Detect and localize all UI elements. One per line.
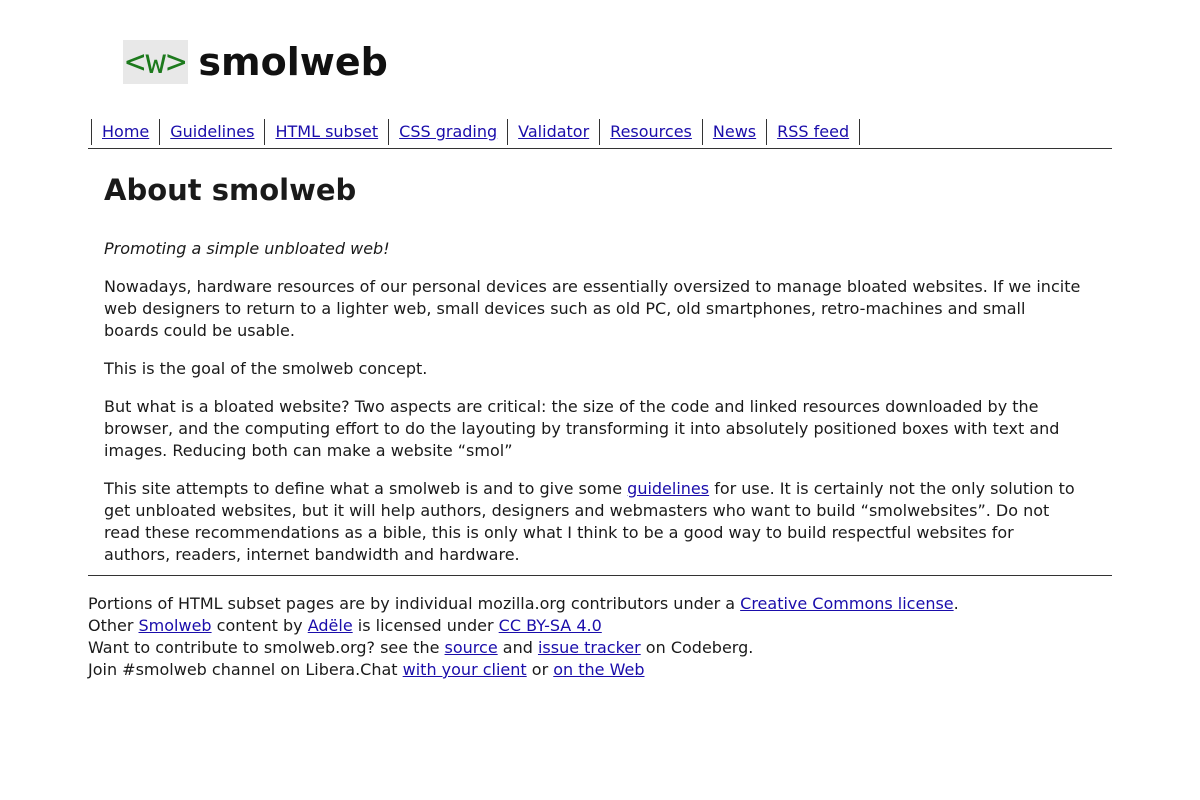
nav-item-guidelines bbox=[159, 119, 264, 145]
bloat-paragraph: But what is a bloated website? Two aspects are critical: the size of the code and linked resources downloaded by the browser, and the computing effort to do the layouting by transforming it into absolutely positioned boxes with text and images. Reducing both can make a website “smol” bbox=[104, 397, 1060, 460]
main-content bbox=[104, 158, 1084, 566]
footer-text: Want to contribute to smolweb.org? see the bbox=[88, 638, 445, 657]
smolweb-link[interactable]: Smolweb bbox=[138, 616, 212, 635]
intro-paragraph: Nowadays, hardware resources of our personal devices are essentially oversized to manage bloated websites. If we incite web designers to return to a lighter web, small devices such as old PC, old smartphones, retro-machines and small boards could be usable. bbox=[104, 277, 1081, 340]
nav-item-validator bbox=[507, 119, 599, 145]
footer-text: Portions of HTML subset pages are by individual mozilla.org contributors under a bbox=[88, 594, 741, 613]
site-footer bbox=[88, 575, 1112, 681]
nav-link-resources[interactable]: Resources bbox=[610, 122, 692, 141]
footer-text: content by bbox=[211, 616, 308, 635]
site-header bbox=[88, 0, 1112, 110]
footer-text: and bbox=[497, 638, 538, 657]
nav-item-css-grading bbox=[388, 119, 507, 145]
purpose-paragraph bbox=[104, 478, 1084, 566]
purpose-text-start: This site attempts to define what a smolweb is and to give some bbox=[104, 479, 628, 498]
nav-link-news[interactable]: News bbox=[712, 122, 757, 141]
nav-item-news bbox=[702, 119, 766, 145]
tagline: Promoting a simple unbloated web! bbox=[104, 239, 390, 258]
site-name: smolweb bbox=[198, 40, 388, 84]
footer-text: Other bbox=[88, 616, 139, 635]
page-title: About smolweb bbox=[104, 173, 357, 207]
logo-link[interactable] bbox=[123, 40, 388, 84]
nav-link-validator[interactable]: Validator bbox=[518, 122, 590, 141]
purpose-text-end: for use. It is certainly not the only solution to get unbloated websites, but it will help authors, designers and webmasters who want to build “smolwebsites”. Do not read these recommendations as a bible, this is only what I think to be a good way to build respectful websites for authors, readers, internet bandwidth and hardware. bbox=[104, 479, 1075, 564]
creative-commons-link[interactable]: Creative Commons license bbox=[740, 594, 954, 613]
nav-item-home bbox=[91, 119, 159, 145]
irc-client-link[interactable]: with your client bbox=[402, 660, 527, 679]
author-link[interactable]: Adële bbox=[307, 616, 353, 635]
issue-tracker-link[interactable]: issue tracker bbox=[537, 638, 641, 657]
nav-item-html-subset bbox=[264, 119, 388, 145]
nav-link-home[interactable]: Home bbox=[102, 122, 150, 141]
footer-text: Join #smolweb channel on Libera.Chat bbox=[88, 660, 403, 679]
web-chat-link[interactable]: on the Web bbox=[553, 660, 645, 679]
footer-text: . bbox=[953, 594, 959, 613]
nav-link-rss-feed[interactable]: RSS feed bbox=[777, 122, 850, 141]
page bbox=[88, 0, 1112, 679]
nav-link-guidelines[interactable]: Guidelines bbox=[170, 122, 255, 141]
footer-text: is licensed under bbox=[352, 616, 499, 635]
guidelines-link[interactable]: guidelines bbox=[627, 479, 710, 498]
footer-text: or bbox=[526, 660, 554, 679]
logo-icon: <w> bbox=[125, 42, 187, 82]
source-link[interactable]: source bbox=[444, 638, 498, 657]
nav-list bbox=[88, 118, 1112, 146]
goal-paragraph: This is the goal of the smolweb concept. bbox=[104, 359, 428, 378]
footer-contribute-line bbox=[88, 637, 1112, 659]
footer-chat-line bbox=[88, 659, 1112, 681]
nav-item-resources bbox=[599, 119, 702, 145]
nav-link-css-grading[interactable]: CSS grading bbox=[399, 122, 498, 141]
cc-by-sa-link[interactable]: CC BY-SA 4.0 bbox=[498, 616, 602, 635]
nav-item-rss-feed bbox=[766, 119, 860, 145]
footer-mozilla-line bbox=[88, 593, 1112, 615]
nav-link-html-subset[interactable]: HTML subset bbox=[275, 122, 379, 141]
footer-license-line bbox=[88, 615, 1112, 637]
footer-text: on Codeberg. bbox=[640, 638, 754, 657]
main-nav bbox=[88, 118, 1112, 149]
